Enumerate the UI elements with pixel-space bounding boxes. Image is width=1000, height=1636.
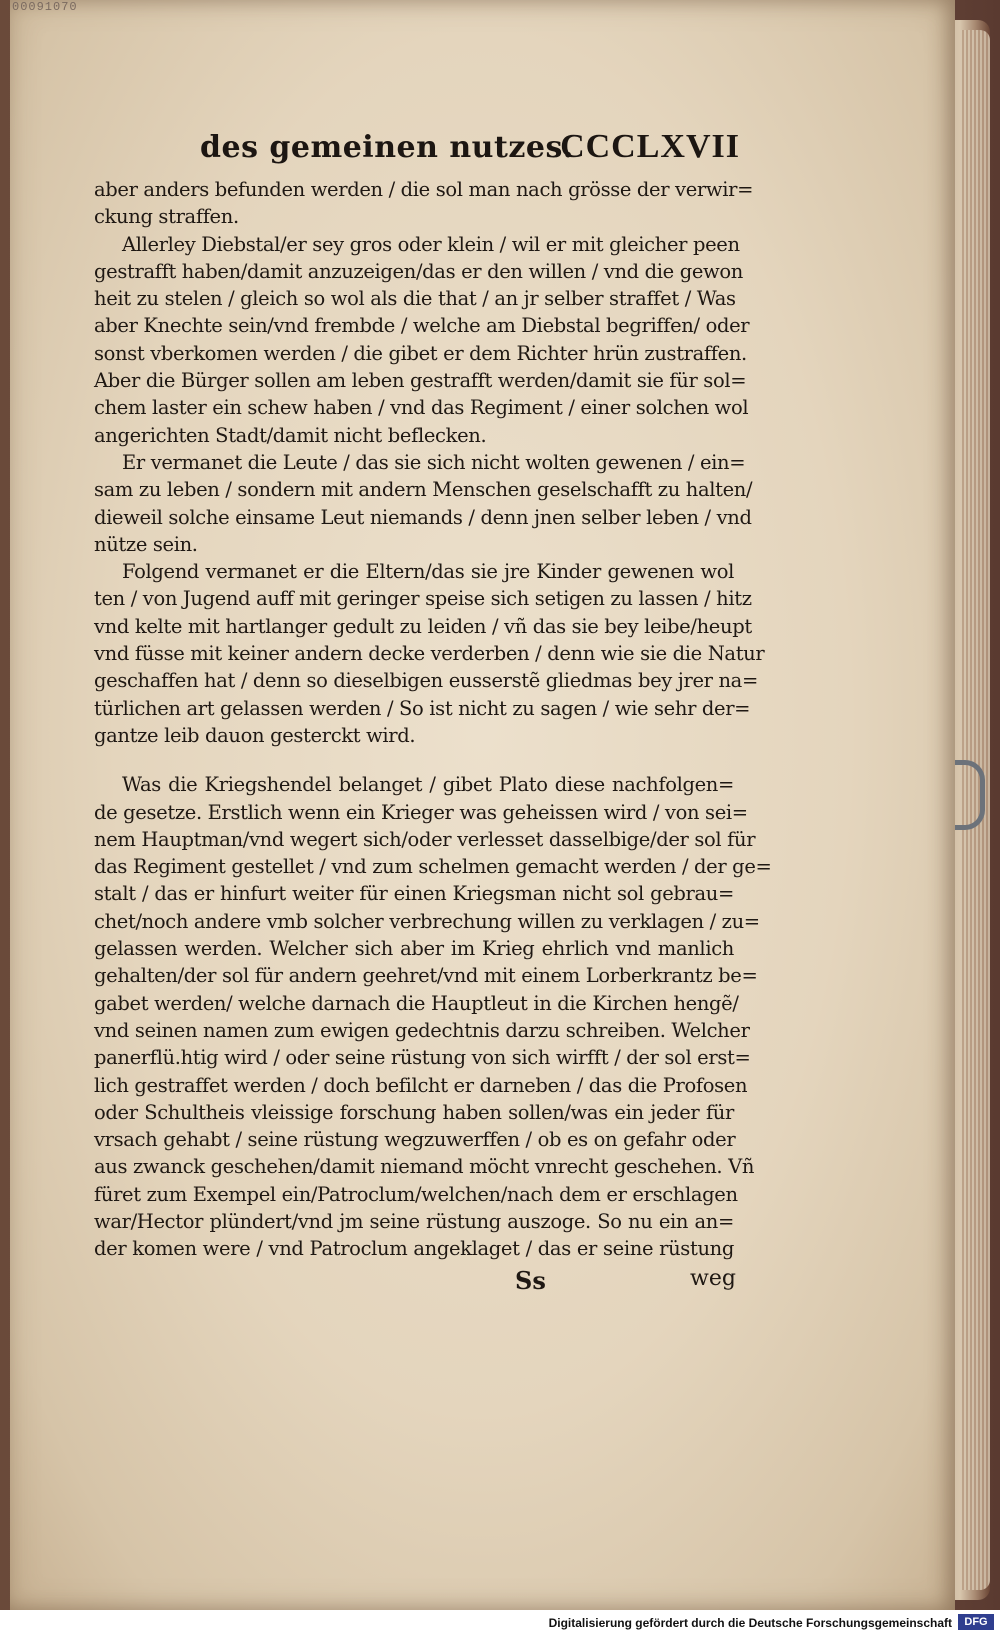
text-line: Was die Kriegshendel belanget / gibet Plato diese nachfolgen=: [122, 773, 734, 797]
text-line: war/Hector plündert/vnd jm seine rüstung auszoge. So nu ein an=: [94, 1209, 734, 1233]
page-header: [200, 130, 740, 180]
text-line: gehalten/der sol für andern geehret/vnd mit einem Lorberkrantz be=: [94, 964, 758, 988]
catchword: weg: [690, 1266, 736, 1291]
text-line: gabet werden/ welche darnach die Hauptleut in die Kirchen hengẽ/: [94, 991, 739, 1015]
text-line: sonst vberkomen werden / die gibet er dem Richter hrün zustraffen.: [94, 341, 747, 365]
text-line: Aber die Bürger sollen am leben gestrafft werden/damit sie für sol=: [94, 369, 747, 393]
text-line: aber anders befunden werden / die sol man nach grösse der verwir=: [94, 178, 754, 201]
signature-mark: Ss: [515, 1266, 546, 1295]
text-line: der komen were / vnd Patroclum angeklaget / das er seine rüstung: [94, 1237, 734, 1261]
text-line: aber Knechte sein/vnd frembde / welche am Diebstal begriffen/ oder: [94, 314, 750, 338]
funding-credit: Digitalisierung gefördert durch die Deutsche Forschungsgemeinschaft: [548, 1616, 952, 1630]
text-line: stalt / das er hinfurt weiter für einen Kriegsman nicht sol gebrau=: [94, 882, 734, 906]
text-line: panerflü.htig wird / oder seine rüstung von sich wirfft / der sol erst=: [94, 1046, 751, 1070]
running-title: des gemeinen nutzes.: [200, 130, 574, 165]
text-line: chem laster ein schew haben / vnd das Regiment / einer solchen wol: [94, 396, 749, 420]
text-line: vnd kelte mit hartlanger gedult zu leiden / vñ das sie bey leibe/heupt: [94, 614, 752, 638]
catalog-number: 00091070: [12, 0, 78, 14]
text-line: vnd füsse mit keiner andern decke verderben / denn wie sie die Natur: [94, 642, 765, 666]
folio-number: CCCLXVII: [560, 128, 740, 165]
credit-bar: [0, 1610, 1000, 1636]
text-line: gestrafft haben/damit anzuzeigen/das er den willen / vnd die gewon: [94, 259, 743, 283]
text-line: gelassen werden. Welcher sich aber im Krieg ehrlich vnd manlich: [94, 937, 734, 961]
paragraph-gap: [94, 749, 734, 771]
text-line: füret zum Exempel ein/Patroclum/welchen/nach dem er erschlagen: [94, 1182, 738, 1206]
book-page: [10, 0, 955, 1610]
text-line: nem Hauptman/vnd wegert sich/oder verlesset dasselbige/der sol für: [94, 827, 756, 851]
text-line: vnd seinen namen zum ewigen gedechtnis darzu schreiben. Welcher: [94, 1018, 750, 1042]
text-line: heit zu stelen / gleich so wol als die that / an jr selber straffet / Was: [94, 287, 736, 311]
dfg-logo-icon[interactable]: DFG: [958, 1614, 994, 1630]
text-line: oder Schultheis vleissige forschung haben sollen/was ein jeder für: [94, 1100, 734, 1124]
text-line: geschaffen hat / denn so dieselbigen eusserstẽ gliedmas bey jrer na=: [94, 669, 758, 693]
text-line: nütze sein.: [94, 532, 198, 556]
text-line: türlichen art gelassen werden / So ist nicht zu sagen / wie sehr der=: [94, 696, 751, 720]
text-line: vrsach gehabt / seine rüstung wegzuwerffen / ob es on gefahr oder: [94, 1128, 736, 1152]
text-line: Allerley Diebstal/er sey gros oder klein / wil er mit gleicher peen: [122, 232, 740, 256]
text-line: angerichten Stadt/damit nicht beflecken.: [94, 423, 487, 447]
text-line: Er vermanet die Leute / das sie sich nicht wolten gewenen / ein=: [122, 450, 746, 474]
text-line: lich gestraffet werden / doch befilcht er darneben / das die Profosen: [94, 1073, 748, 1097]
text-line: Folgend vermanet er die Eltern/das sie jre Kinder gewenen wol: [122, 560, 734, 584]
text-line: chet/noch andere vmb solcher verbrechung willen zu verklagen / zu=: [94, 909, 760, 933]
text-line: ckung straffen.: [94, 205, 239, 229]
text-line: aus zwanck geschehen/damit niemand möcht vnrecht geschehen. Vñ: [94, 1155, 755, 1179]
text-line: gantze leib dauon gesterckt wird.: [94, 723, 416, 747]
text-line: dieweil solche einsame Leut niemands / denn jnen selber leben / vnd: [94, 505, 752, 529]
text-line: das Regiment gestellet / vnd zum schelmen gemacht werden / der ge=: [94, 855, 772, 879]
text-line: ten / von Jugend auff mit geringer speise sich setigen zu lassen / hitz: [94, 587, 752, 611]
text-line: sam zu leben / sondern mit andern Menschen geselschafft zu halten/: [94, 478, 753, 502]
text-line: de gesetze. Erstlich wenn ein Krieger was geheissen wird / von sei=: [94, 800, 748, 824]
body-text: [94, 176, 772, 1263]
